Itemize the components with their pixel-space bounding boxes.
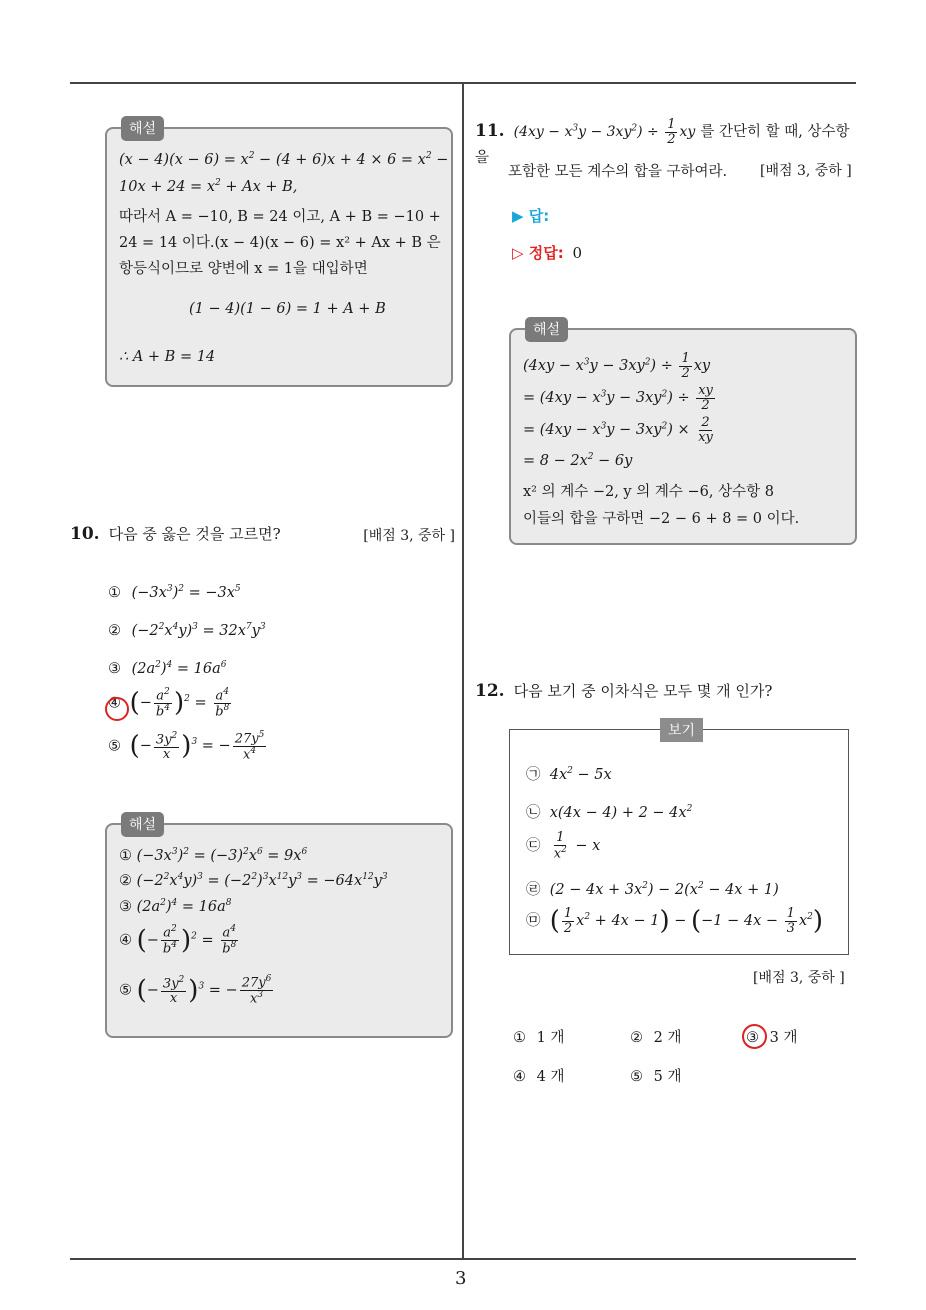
- q12-item-4: ㉣ $(2 - 4x + 3x^2) - 2(x^2 - 4x + 1)$: [526, 881, 779, 898]
- q11-answer-label: ▶ 답:: [512, 207, 550, 225]
- q12-answer-circle: [742, 1024, 767, 1049]
- q10-sol-line-5: ⑤ (− $\frac{3y^2}{x}$ )$^3$ = − $\frac{27y^6}{x^3}$: [119, 974, 272, 1007]
- q11-solution-box: [509, 322, 857, 545]
- boxview-tag: 보기: [660, 718, 703, 742]
- q10-option-4[interactable]: ④ (− $\frac{a^2}{b^4}$ )$^2$ = $\frac{a^4}{b^8}$: [108, 687, 230, 720]
- q9-sol-line-2: $10x + 24 = x^2 + Ax + B$,: [119, 178, 298, 195]
- q10-answer-circle: [105, 697, 129, 721]
- q12-points: [배점 3, 중하 ]: [753, 970, 845, 986]
- q12-text: 다음 보기 중 이차식은 모두 몇 개 인가?: [513, 682, 773, 700]
- q12-item-2: ㉡ $x(4x - 4) + 2 - 4x^2$: [526, 804, 693, 821]
- q10-option-5[interactable]: ⑤ (− $\frac{3y^2}{x}$ )$^3$ = − $\frac{27y^5}{x^4}$: [108, 730, 265, 763]
- q11-sol-line-4: = $8 - 2x^2 - 6y$: [523, 452, 633, 469]
- q10-option-2-mark: ②: [108, 622, 121, 639]
- q12-option-2[interactable]: [630, 1026, 681, 1047]
- q9-sol-line-6: (1 − 4)(1 − 6) = 1 + A + B: [189, 301, 386, 317]
- q12-option-2-mark: ②: [630, 1030, 643, 1046]
- q11-text-b: 포함한 모든 계수의 합을 구하여라.: [508, 164, 728, 180]
- q11-points: [배점 3, 중하 ]: [760, 163, 852, 179]
- q11-sol-line-3: = $(4xy - x^3y - 3xy^2)$ × $\frac{2}{xy}$: [523, 415, 713, 445]
- q10-number: 10.: [70, 524, 100, 544]
- q12-header: [475, 680, 772, 701]
- q12-number: 12.: [475, 681, 505, 701]
- q10-sol-line-2: ② $(-2^2x^4y)^3 = (-2^2)^3x^{12}y^3 = -64x^{12}y^3$: [119, 872, 388, 889]
- q11-sol-line-2: = $(4xy - x^3y - 3xy^2)$ ÷ $\frac{xy}{2}$: [523, 383, 713, 413]
- solution-tag: 해설: [121, 116, 164, 141]
- q10-option-1[interactable]: ① $(-3x^3)^2 = -3x^5$: [108, 584, 241, 601]
- q11-correct-value: 0: [572, 244, 583, 262]
- q12-option-5-label: 5 개: [653, 1069, 682, 1085]
- q10-solution-box: [105, 817, 453, 1038]
- q10-option-3-mark: ③: [108, 660, 121, 677]
- q12-option-5-mark: ⑤: [630, 1069, 643, 1085]
- q10-option-3[interactable]: ③ $(2a^2)^4 = 16a^6$: [108, 660, 227, 677]
- q12-item-5: ㉤ ( $\frac{1}{2}$ $x^2 + 4x - 1) - (-1 - 4x$ − $\frac{1}{3}$ $x^2$): [526, 905, 824, 936]
- q12-item-3: ㉢ $\frac{1}{x^2}$ − x: [526, 830, 601, 861]
- q10-sol-line-1: ① $(-3x^3)^2 = (-3)^2x^6 = 9x^6$: [119, 847, 308, 864]
- q11-sol-line-5: x² 의 계수 −2, y 의 계수 −6, 상수항 8: [523, 484, 774, 500]
- q10-option-2[interactable]: ② $(-2^2x^4y)^3 = 32x^7y^3$: [108, 622, 266, 639]
- q9-sol-line-7: ∴ A + B = 14: [119, 349, 216, 365]
- q10-sol-line-3: ③ $(2a^2)^4 = 16a^8$: [119, 898, 232, 915]
- q12-option-1-label: 1 개: [536, 1030, 565, 1046]
- q9-solution-box: [105, 121, 453, 387]
- q12-boxview: [509, 723, 849, 955]
- q12-option-3-label: 3 개: [769, 1030, 798, 1046]
- q11-correct: [512, 242, 582, 263]
- q12-option-4-label: 4 개: [536, 1069, 565, 1085]
- q11-number: 11.: [475, 121, 505, 142]
- q10-option-1-mark: ①: [108, 584, 121, 601]
- q10-points: [배점 3, 중하 ]: [363, 528, 455, 544]
- q12-option-1-mark: ①: [513, 1030, 526, 1046]
- q10-option-5-mark: ⑤: [108, 738, 121, 755]
- q12-option-4-mark: ④: [513, 1069, 526, 1085]
- page-number: 3: [455, 1268, 467, 1289]
- q10-text: 다음 중 옳은 것을 고르면?: [108, 525, 281, 543]
- q10-sol-line-4: ④ (− $\frac{a^2}{b^4}$ )$^2$ = $\frac{a^4}{b^8}$: [119, 924, 237, 957]
- q9-sol-line-1: $(x - 4)(x - 6) = x^2 - (4 + 6)x + 4 \times 6 = x^2$ −: [119, 151, 449, 168]
- solution-tag: 해설: [525, 317, 568, 342]
- column-divider: [462, 84, 464, 1258]
- q12-option-4[interactable]: [513, 1065, 564, 1086]
- q9-sol-line-5: 항등식이므로 양변에 x = 1을 대입하면: [119, 261, 368, 277]
- q12-option-5[interactable]: [630, 1065, 681, 1086]
- q12-option-3-mark: ③: [746, 1030, 759, 1046]
- q11-sol-line-1: $(4xy - x^3y - 3xy^2)$ ÷ $\frac{1}{2}$ xy: [523, 351, 711, 381]
- q10-option-4-mark: ④: [108, 695, 121, 712]
- q9-sol-line-3: 따라서 A = −10, B = 24 이고, A + B = −10 +: [119, 209, 441, 225]
- q10-header: [70, 523, 455, 544]
- q11-correct-label: ▷ 정답:: [512, 244, 564, 262]
- q12-option-2-label: 2 개: [653, 1030, 682, 1046]
- q9-sol-line-4: 24 = 14 이다.(x − 4)(x − 6) = x² + Ax + B 은: [119, 235, 441, 251]
- q12-option-1[interactable]: [513, 1026, 564, 1047]
- q11-header: 11. $(4xy - x^3y - 3xy^2)$ ÷ $\frac{1}{2}$ xy 를 간단히 할 때, 상수항을: [475, 117, 850, 167]
- bottom-rule: [70, 1258, 856, 1260]
- q12-item-1: ㉠ $4x^2 - 5x$: [526, 766, 612, 783]
- solution-tag: 해설: [121, 812, 164, 837]
- q11-sol-line-6: 이들의 합을 구하면 −2 − 6 + 8 = 0 이다.: [523, 511, 800, 527]
